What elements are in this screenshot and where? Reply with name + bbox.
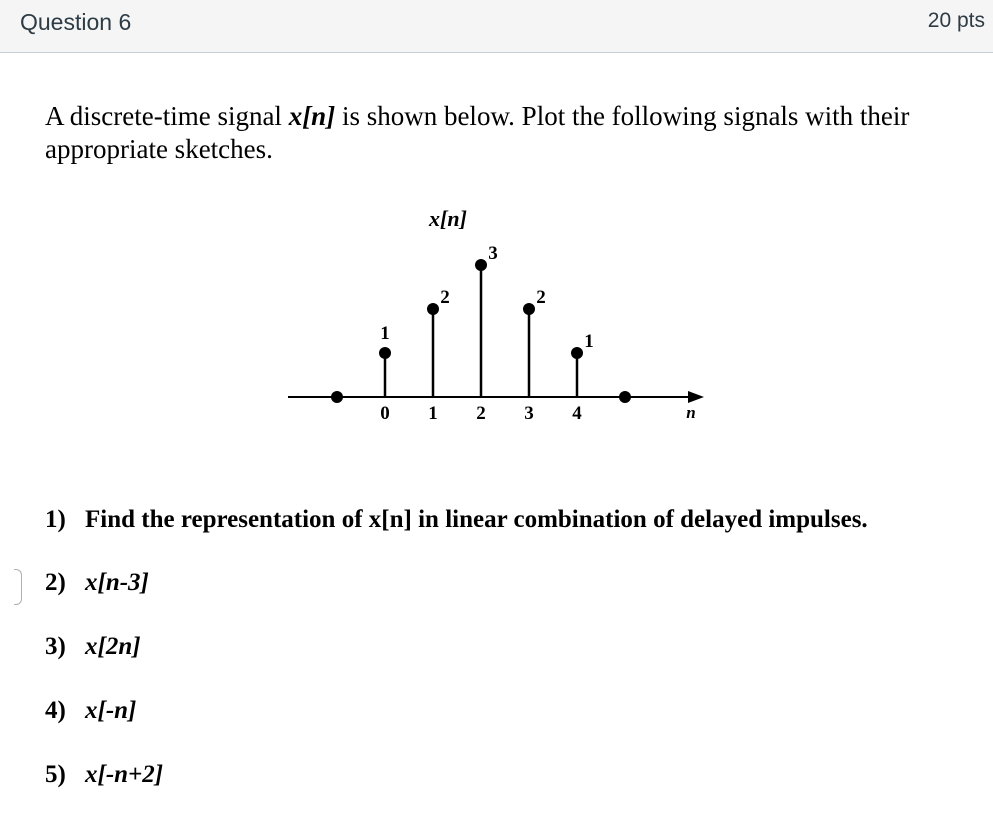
item-text: x[n-3] [85, 569, 149, 596]
question-prompt [45, 100, 965, 166]
item-number: 5) [45, 761, 66, 788]
stem-point [427, 303, 439, 315]
stem-value-label: 2 [440, 287, 450, 308]
x-tick-label: 2 [476, 403, 486, 424]
item-number: 3) [45, 633, 66, 660]
item-number: 2) [45, 569, 66, 596]
x-tick-label: 4 [572, 403, 582, 424]
focus-bracket-mark [14, 569, 22, 605]
question-points: 20 pts [927, 9, 985, 32]
question-item-3 [45, 633, 141, 661]
prompt-text-before: A discrete-time signal [45, 101, 289, 131]
stem-point [331, 391, 343, 403]
stem-value-label: 1 [380, 323, 390, 344]
stem-point [523, 303, 535, 315]
stem-plot [270, 190, 720, 440]
prompt-signal: x[n] [288, 101, 336, 131]
question-item-2 [45, 569, 149, 597]
x-axis-arrowhead [688, 391, 704, 403]
item-number: 1) [45, 506, 66, 533]
x-tick-label: 0 [380, 403, 390, 424]
question-item-4 [45, 697, 136, 725]
stem-point [619, 391, 631, 403]
question-header [0, 0, 993, 53]
item-text: x[-n+2] [85, 761, 164, 788]
question-item-5 [45, 761, 163, 789]
x-axis-label: n [686, 403, 696, 422]
stem-point [571, 347, 583, 359]
stem-value-label: 1 [584, 331, 594, 352]
item-text: x[-n] [85, 697, 137, 724]
plot-title: x[n] [429, 206, 467, 231]
item-text: x[2n] [85, 633, 141, 660]
question-item-1 [45, 506, 868, 534]
x-tick-label: 3 [524, 403, 534, 424]
item-text: Find the representation of x[n] in linear combination of delayed impulses. [85, 506, 868, 533]
item-number: 4) [45, 697, 66, 724]
stem-point [475, 259, 487, 271]
question-title: Question 6 [20, 9, 132, 35]
stem-point [379, 347, 391, 359]
prompt-text-after: is shown below. Plot the following signals with their appropriate sketches. [45, 101, 910, 164]
stem-value-label: 3 [488, 243, 498, 264]
stem-value-label: 2 [536, 287, 546, 308]
x-tick-label: 1 [428, 403, 438, 424]
